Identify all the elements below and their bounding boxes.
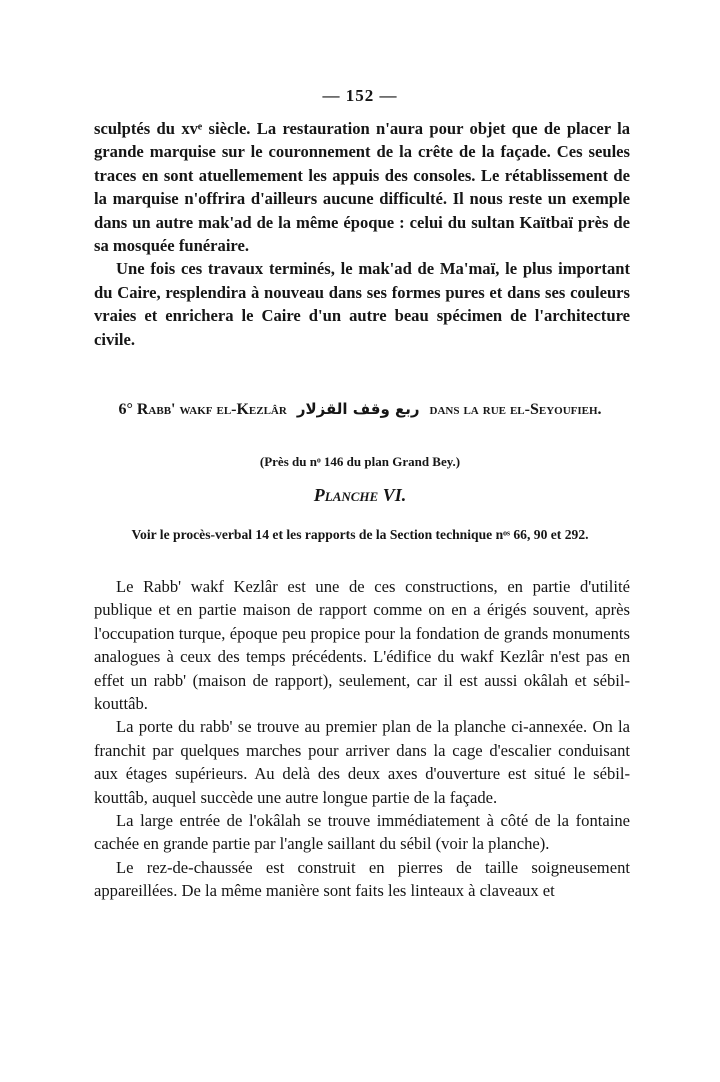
- paragraph: Le rez-de-chaussée est construit en pierres de taille soigneusement appareillées. De la même manière sont faits les linteaux à claveaux et: [94, 857, 630, 901]
- paragraph: La porte du rabb' se trouve au premier plan de la planche ci-annexée. On la franchit par quelques marches pour arriver dans la cage d'escalier conduisant aux étages supérieurs. Au delà des deux axes d'ouverture est situé le sébil-kouttâb, auquel succède une autre longue partie de la façade.: [94, 717, 630, 807]
- plate-title: Planche VI.: [313, 485, 407, 505]
- paragraph: La large entrée de l'okâlah se trouve immédiatement à côté de la fontaine cachée en grande partie par l'angle saillant du sébil (voir la planche).: [94, 811, 630, 854]
- section-title-latin: Rabb' wakf el-Kezlâr: [136, 401, 287, 418]
- intro-text-block: [94, 117, 630, 351]
- paragraph: sculptés du xvᵉ siècle. La restauration n'aura pour objet que de placer la grande marquise sur le couronnement de la crête de la façade. Ces seules traces en sont atuellemement les appuis des consoles. Le rétablissement de la marquise n'offrira d'ailleurs aucune difficulté. Il nous reste un exemple dans un autre mak'ad de la même époque : celui du sultan Kaïtbaï près de sa mosquée funéraire.: [94, 119, 630, 256]
- section-note: (Près du nᵒ 146 du plan Grand Bey.): [259, 454, 461, 469]
- section-heading: [0, 400, 720, 419]
- paragraph: Le Rabb' wakf Kezlâr est une de ces constructions, en partie d'utilité publique et en partie maison de rapport comme on en a érigés souvent, après l'occupation turque, époque peu propice pour la fondation de grands monuments analogues à ceux des temps précédents. L'édifice du wakf Kezlâr n'est pas en effet un rabb' (maison de rapport), seulement, car il est aussi okâlah et sébil-kouttâb.: [94, 577, 630, 714]
- section-title-location: dans la rue el-Seyoufieh.: [429, 401, 602, 418]
- page-number: — 152 —: [322, 86, 398, 105]
- paragraph: Une fois ces travaux terminés, le mak'ad de Ma'maï, le plus important du Caire, resplendira à nouveau dans ses formes pures et dans ses couleurs vraies et enrichera le Caire d'un autre beau spécimen de l'architecture civile.: [94, 259, 630, 349]
- reference-line: Voir le procès-verbal 14 et les rapports de la Section technique nᵒˢ 66, 90 et 292.: [131, 527, 589, 542]
- main-text-block: [94, 575, 630, 903]
- section-number: 6°: [118, 401, 133, 418]
- section-title-arabic: ربع وقف القزلار: [296, 400, 420, 418]
